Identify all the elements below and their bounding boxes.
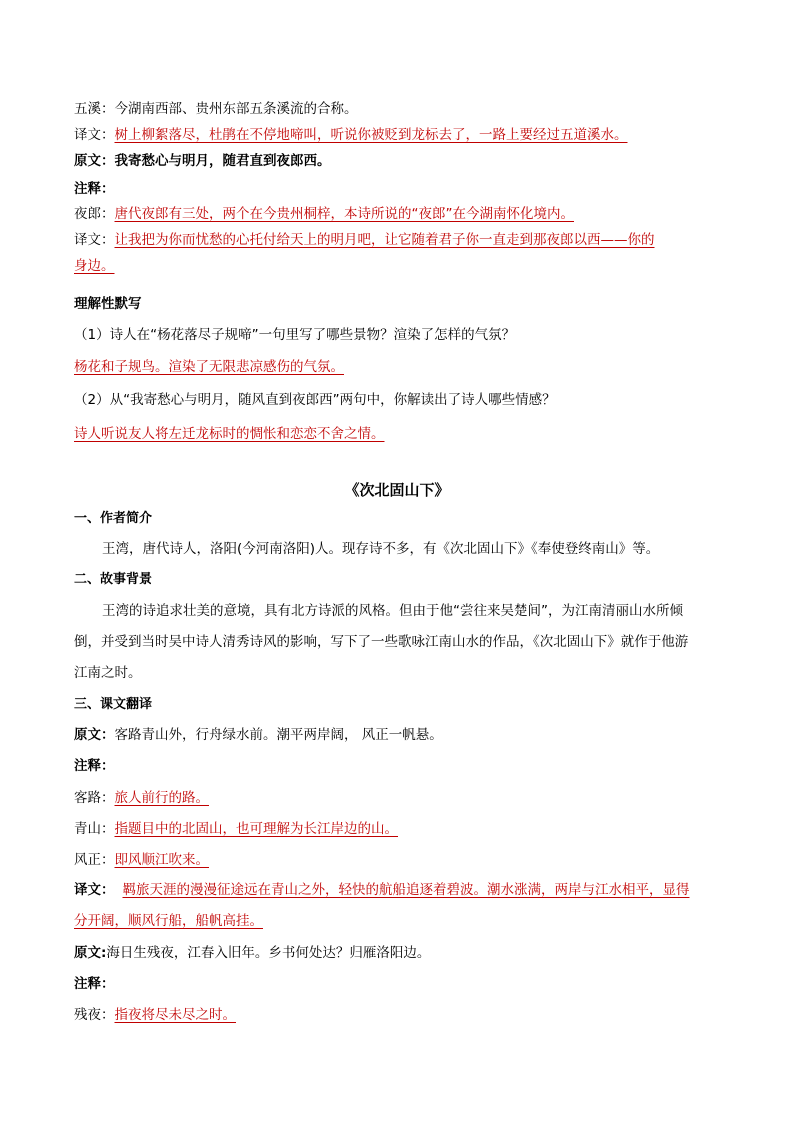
notes-heading-2: 注释：: [74, 758, 115, 774]
answer-1: [74, 358, 724, 376]
note-wuxi: [74, 100, 724, 118]
answer-2: [74, 425, 724, 443]
note-kelu: [74, 789, 724, 807]
translation-answer: 让我把为你而忧愁的心托付给天上的明月吧，让它随着君子你一直走到那夜郎以西——你的: [114, 232, 655, 248]
original-label: 原文：: [74, 727, 115, 743]
translation-label: 译文：: [74, 882, 115, 898]
section-author: 一、作者简介: [74, 511, 153, 526]
dictation-heading: 理解性默写: [74, 296, 142, 312]
translation-answer: 身边。: [74, 258, 115, 274]
question-2: （2）从“我寄愁心与明月，随风直到夜郎西”两句中，你解读出了诗人哪些情感？: [74, 392, 556, 408]
original-1: [74, 726, 724, 744]
poem-title: 《次北固山下》: [344, 481, 450, 499]
term-label: 残夜：: [74, 1007, 115, 1023]
translation-answer: 羁旅天涯的漫漫征途远在青山之外，轻快的航船追逐着碧波。潮水涨满，两岸与江水相平，显得: [122, 882, 690, 898]
notes-heading-3: 注释：: [74, 976, 115, 992]
translation-answer: 树上柳絮落尽，杜鹃在不停地啼叫，听说你被贬到龙标去了，一路上要经过五道溪水。: [114, 127, 628, 143]
answer-text: 杨花和子规鸟。渲染了无限悲凉感伤的气氛。: [74, 359, 344, 375]
note-fengzheng: [74, 851, 724, 869]
notes-heading: 注释：: [74, 181, 115, 197]
note-qingshan: [74, 820, 724, 838]
translation-line: [74, 126, 724, 144]
term-label: 青山：: [74, 821, 115, 837]
note-canye: [74, 1006, 724, 1024]
term-answer: 唐代夜郎有三处，两个在今贵州桐梓，本诗所说的“夜郎”在今湖南怀化境内。: [114, 206, 574, 222]
section-background: 二、故事背景: [74, 572, 153, 587]
term-answer: 指题目中的北固山，也可理解为长江岸边的山。: [114, 821, 398, 837]
translation-3-cont: [74, 912, 724, 930]
term-label: 夜郎：: [74, 206, 115, 222]
answer-text: 诗人听说友人将左迁龙标时的惆怅和恋恋不舍之情。: [74, 426, 385, 442]
note-yelang: [74, 205, 724, 223]
original-2: [74, 944, 724, 962]
original-label: 原文:: [74, 945, 107, 961]
background-line-3: 江南之时。: [74, 665, 142, 681]
original-text: 客路青山外，行舟绿水前。潮平两岸阔， 风正一帆悬。: [114, 727, 443, 743]
term-label: 风正：: [74, 852, 115, 868]
term-label: 五溪：: [74, 101, 115, 117]
background-line-2: 倒，并受到当时吴中诗人清秀诗风的影响，写下了一些歌咏江南山水的作品，《次北固山下》就作于他游: [74, 634, 689, 650]
question-1: （1）诗人在“杨花落尽子规啼”一句里写了哪些景物？渲染了怎样的气氛？: [74, 327, 516, 343]
term-label: 客路：: [74, 790, 115, 806]
translation-line-2: [74, 231, 724, 249]
translation-line-2-cont: [74, 257, 724, 275]
translation-label: 译文：: [74, 127, 115, 143]
term-answer: 指夜将尽未尽之时。: [114, 1007, 236, 1023]
original-line: 原文：我寄愁心与明月，随君直到夜郎西。: [74, 153, 331, 169]
author-paragraph: 王湾，唐代诗人，洛阳(今河南洛阳)人。现存诗不多，有《次北固山下》《奉使登终南山》等。: [102, 541, 660, 557]
translation-label: 译文：: [74, 232, 115, 248]
background-line-1: 王湾的诗追求壮美的意境，具有北方诗派的风格。但由于他“尝往来吴楚间”，为江南清丽山水所倾: [102, 603, 683, 619]
section-translation: 三、课文翻译: [74, 697, 153, 712]
term-text: 今湖南西部、贵州东部五条溪流的合称。: [114, 101, 358, 117]
term-answer: 旅人前行的路。: [114, 790, 209, 806]
original-text: 海日生残夜，江春入旧年。乡书何处达？归雁洛阳边。: [106, 945, 431, 961]
translation-3: [74, 881, 724, 899]
term-answer: 即风顺江吹来。: [114, 852, 209, 868]
translation-answer: 分开阔，顺风行船，船帆高挂。: [74, 913, 263, 929]
